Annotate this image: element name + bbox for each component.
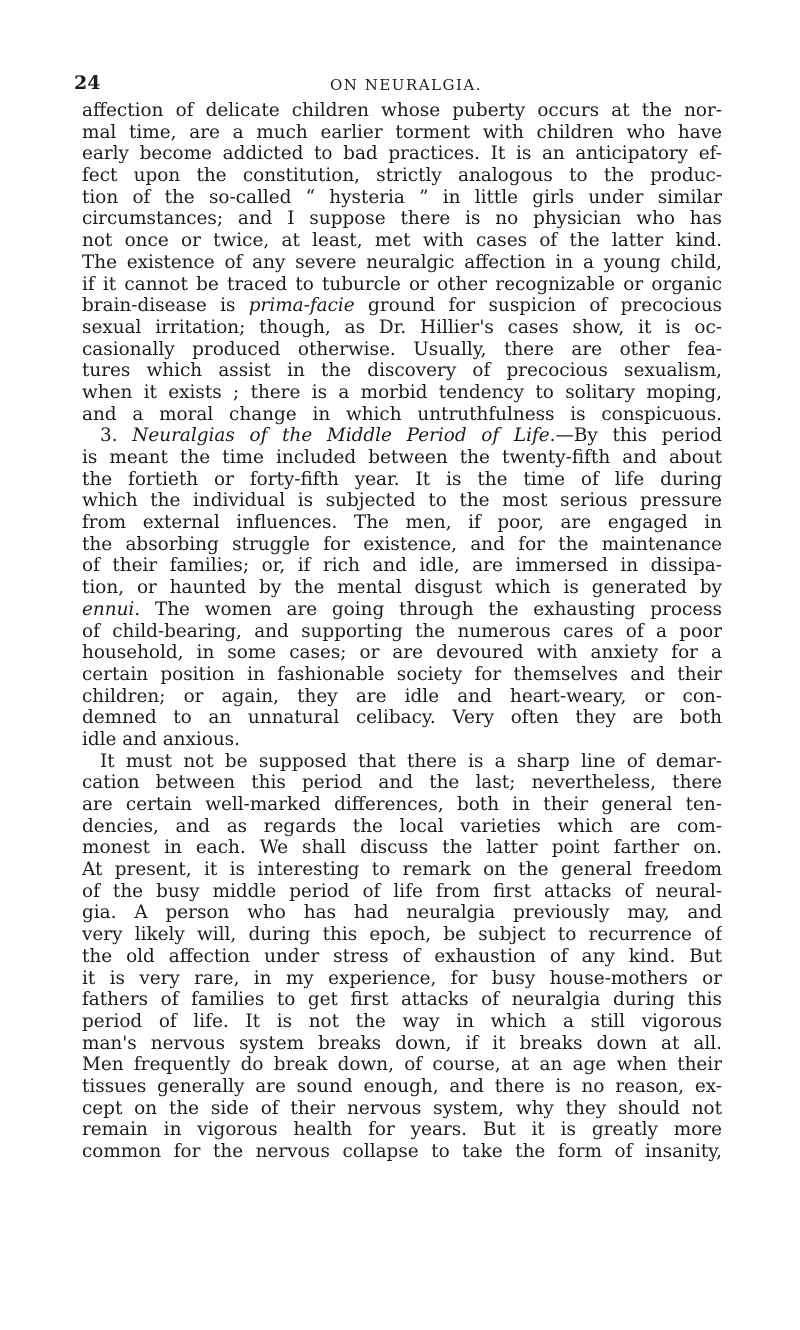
italic-text: prima-facie <box>248 295 355 317</box>
text-line: tion of the so-called “ hysteria ” in little girls under similar <box>82 186 722 208</box>
text-line: the old affection under stress of exhaustion of any kind. But <box>82 945 722 967</box>
text-line: the fortieth or forty-fifth year. It is the time of life during <box>82 468 722 490</box>
text-line: of the busy middle period of life from first attacks of neural- <box>82 880 722 902</box>
text-line: it is very rare, in my experience, for busy house-mothers or <box>82 967 722 989</box>
text-line: early become addicted to bad practices. It is an anticipatory ef- <box>82 143 722 165</box>
text-line: cept on the side of their nervous system, why they should not <box>82 1097 722 1119</box>
text-line: gia. A person who has had neuralgia previously may, and <box>82 902 722 924</box>
text-line: common for the nervous collapse to take the form of insanity, <box>82 1141 722 1162</box>
text-line: affection of delicate children whose puberty occurs at the nor- <box>82 100 722 121</box>
text-line: mal time, are a much earlier torment with children who have <box>82 121 722 143</box>
text-line: demned to an unnatural celibacy. Very often they are both <box>82 707 722 729</box>
text-line: household, in some cases; or are devoured with anxiety for a <box>82 642 722 664</box>
text-line: the absorbing struggle for existence, and for the maintenance <box>82 533 722 555</box>
text-line: fect upon the constitution, strictly analogous to the produc- <box>82 165 722 187</box>
text-line: man's nervous system breaks down, if it breaks down at all. <box>82 1032 722 1054</box>
text-line: which the individual is subjected to the most serious pressure <box>82 490 722 512</box>
text-line: casionally produced otherwise. Usually, there are other fea- <box>82 338 722 360</box>
text-line: Men frequently do break down, of course, at an age when their <box>82 1054 722 1076</box>
text-line: circumstances; and I suppose there is no physician who has <box>82 208 722 230</box>
text-line: is meant the time included between the twenty-fifth and about <box>82 447 722 468</box>
text-line: idle and anxious. <box>82 728 240 750</box>
book-page <box>74 0 722 1162</box>
text-line: brain-disease is prima-facie ground for suspicion of precocious <box>82 295 722 317</box>
text-line: monest in each. We shall discuss the latter point farther on. <box>82 837 722 859</box>
text-line: At present, it is interesting to remark on the general freedom <box>82 859 722 881</box>
section-heading-line: 3. Neuralgias of the Middle Period of Life.—By this period <box>100 425 722 447</box>
text-line: of child-bearing, and supporting the numerous cares of a poor <box>82 620 722 642</box>
text-line: sexual irritation; though, as Dr. Hillier's cases show, it is oc- <box>82 316 722 338</box>
text-line: and a moral change in which untruthfulness is conspicuous. <box>82 403 722 425</box>
text-line: if it cannot be traced to tuburcle or other recognizable or organic <box>82 273 722 295</box>
text-line: period of life. It is not the way in which a still vigorous <box>82 1010 722 1032</box>
italic-text: ennui. <box>82 598 141 620</box>
text-line: very likely will, during this epoch, be subject to recurrence of <box>82 924 722 946</box>
text-line: tissues generally are sound enough, and there is no reason, ex- <box>82 1075 722 1097</box>
text-line: tures which assist in the discovery of precocious sexualism, <box>82 360 722 382</box>
text-line: certain position in fashionable society for themselves and their <box>82 663 722 685</box>
text-line: ennui. The women are going through the exhausting process <box>82 598 722 620</box>
text-line: are certain well-marked differences, both in their general ten- <box>82 794 722 815</box>
page-header <box>74 0 722 96</box>
italic-text: Neuralgias of the Middle Period of Life. <box>132 425 556 447</box>
text-line: dencies, and as regards the local varieties which are com- <box>82 815 722 837</box>
text-line: fathers of families to get first attacks of neuralgia during this <box>82 989 722 1011</box>
text-line: cation between this period and the last; nevertheless, there <box>82 772 722 794</box>
body-text <box>82 100 722 1163</box>
text-line: children; or again, they are idle and heart-weary, or con- <box>82 685 722 707</box>
text-line: tion, or haunted by the mental disgust which is generated by <box>82 577 722 599</box>
text-line: of their families; or, if rich and idle, are immersed in dissipa- <box>82 555 722 577</box>
text-line: from external influences. The men, if poor, are engaged in <box>82 512 722 534</box>
running-head: ON NEURALGIA. <box>330 76 483 94</box>
page-number: 24 <box>74 72 101 94</box>
text-line: The existence of any severe neuralgic affection in a young child, <box>82 251 722 273</box>
text-line: remain in vigorous health for years. But it is greatly more <box>82 1119 722 1141</box>
text-line: when it exists ; there is a morbid tendency to solitary moping, <box>82 381 722 403</box>
text-line: It must not be supposed that there is a sharp line of demar- <box>100 750 722 772</box>
text-line: not once or twice, at least, met with cases of the latter kind. <box>82 230 722 252</box>
